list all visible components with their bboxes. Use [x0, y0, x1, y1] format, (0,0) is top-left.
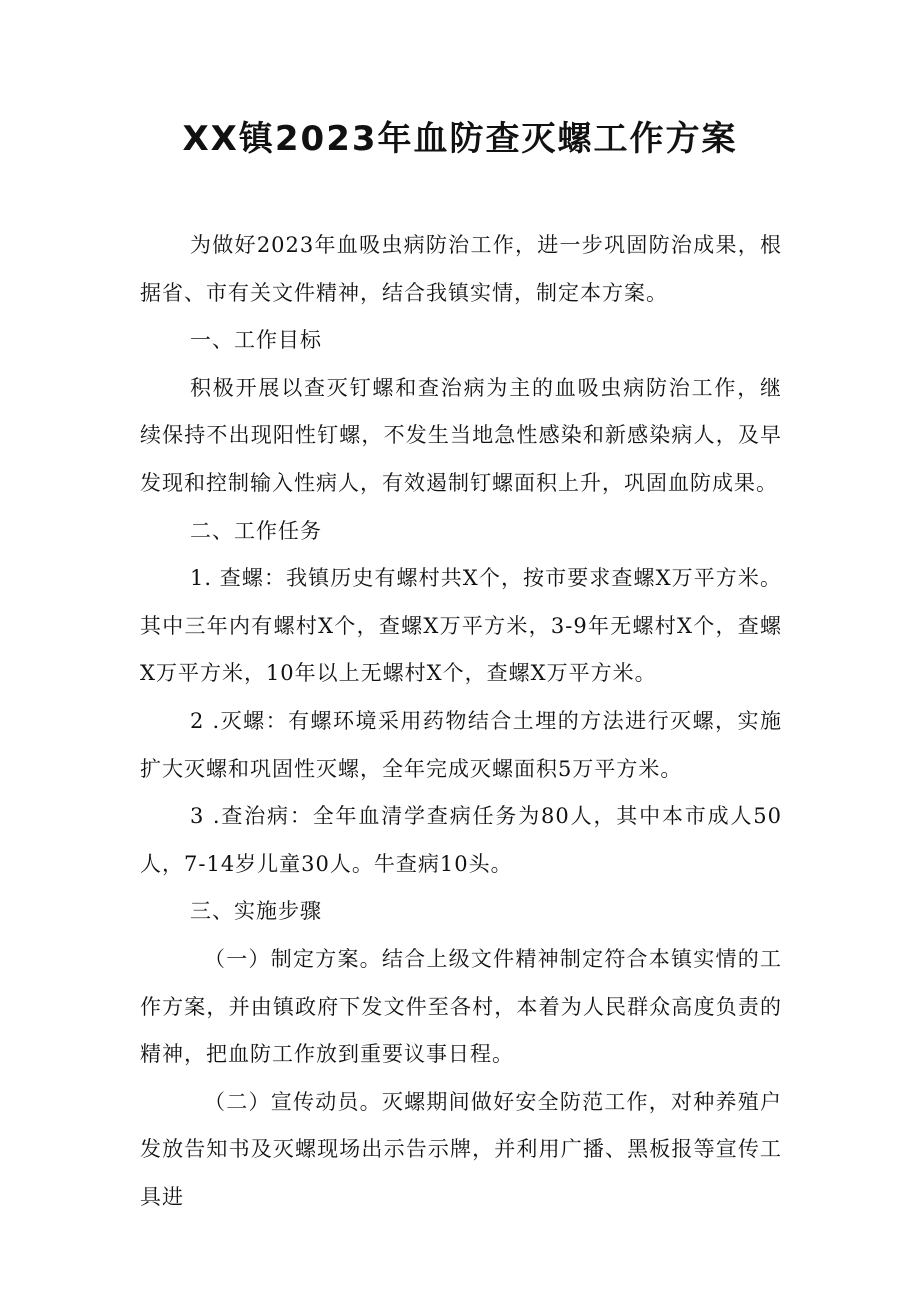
step-publicity: （二）宣传动员。灭螺期间做好安全防范工作，对种养殖户发放告知书及灭螺现场出示告示牌，并利用广播、黑板报等宣传工具进 [140, 1089, 782, 1209]
section-heading-tasks: 二、工作任务 [190, 518, 322, 543]
intro-paragraph: 为做好2023年血吸虫病防治工作，进一步巩固防治成果，根据省、市有关文件精神，结合我镇实情，制定本方案。 [140, 233, 782, 305]
step-make-plan: （一）制定方案。结合上级文件精神制定符合本镇实情的工作方案，并由镇政府下发文件至各村，本着为人民群众高度负责的精神，把血防工作放到重要议事日程。 [140, 946, 782, 1067]
section-heading-goals: 一、工作目标 [190, 328, 322, 353]
goals-paragraph: 积极开展以查灭钉螺和查治病为主的血吸虫病防治工作，继续保持不出现阳性钉螺，不发生当地急性感染和新感染病人，及早发现和控制输入性病人，有效遏制钉螺面积上升，巩固血防成果。 [140, 375, 782, 495]
task-snail-control: 2 .灭螺：有螺环境采用药物结合土埋的方法进行灭螺，实施扩大灭螺和巩固性灭螺，全年完成灭螺面积5万平方米。 [140, 708, 782, 781]
task-disease-screening: 3 .查治病：全年血清学查病任务为80人，其中本市成人50人，7-14岁儿童30人。牛查病10头。 [140, 804, 782, 876]
document-body [140, 222, 782, 1221]
section-heading-steps: 三、实施步骤 [190, 899, 322, 924]
task-snail-survey: 1. 查螺：我镇历史有螺村共X个，按市要求查螺X万平方米。其中三年内有螺村X个，查螺X万平方米，3-9年无螺村X个，查螺X万平方米，10年以上无螺村X个，查螺X万平方米。 [140, 566, 782, 686]
document-title: XX镇2023年血防查灭螺工作方案 [182, 119, 738, 159]
